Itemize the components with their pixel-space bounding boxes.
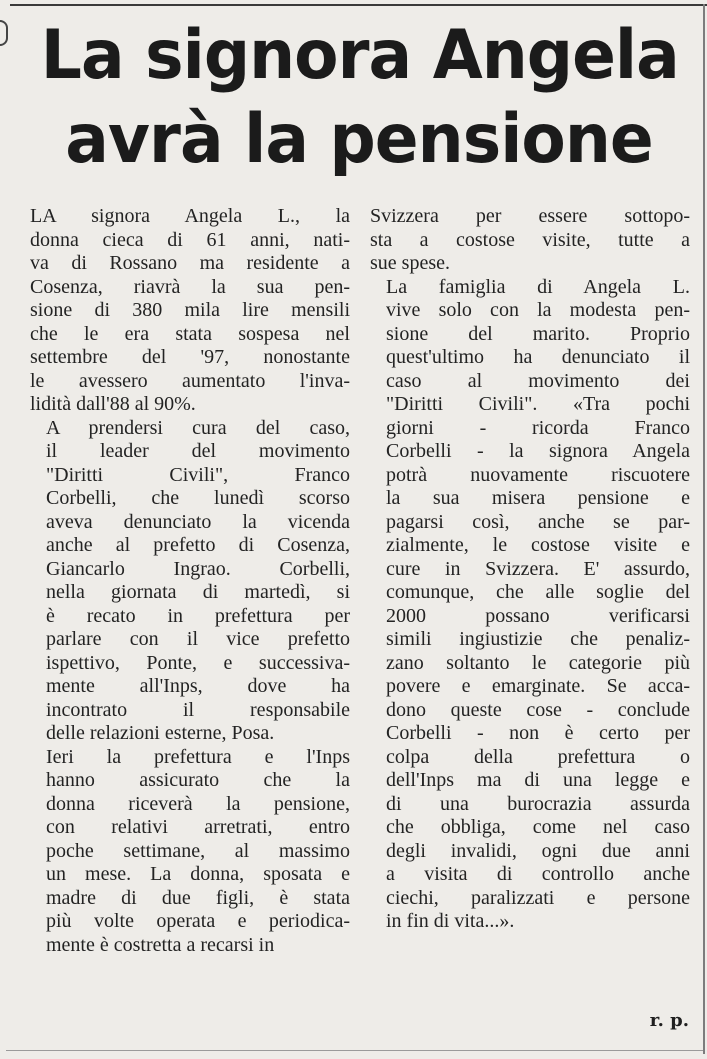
- text-line: nella giornata di martedì, si: [46, 581, 350, 603]
- text-line: mente è costretta a recarsi in: [46, 933, 275, 956]
- page-corner-mark: [0, 20, 8, 46]
- text-line: Corbelli - non è certo per: [386, 722, 690, 744]
- text-line: poche settimane, al massimo: [46, 839, 350, 862]
- text-line: la sua misera pensione e: [386, 487, 690, 509]
- text-line: donna cieca di 61 anni, nati-: [30, 228, 350, 251]
- text-line: 2000 possano verificarsi: [386, 604, 690, 627]
- headline-line-2: avrà la pensione: [65, 100, 653, 179]
- text-line: Corbelli, che lunedì scorso: [46, 487, 350, 509]
- text-line: donna riceverà la pensione,: [46, 792, 350, 815]
- headline: [41, 14, 678, 182]
- text-line: zano soltanto le categorie più: [386, 651, 690, 674]
- text-line: giorni - ricorda Franco: [386, 416, 690, 439]
- text-line: il leader del movimento: [46, 440, 350, 462]
- text-line: dono queste cose - conclude: [386, 698, 690, 721]
- text-line: Svizzera per essere sottopo-: [370, 205, 690, 227]
- text-line: caso al movimento dei: [386, 369, 690, 392]
- text-line: dell'Inps ma di una legge e: [386, 769, 690, 791]
- text-line: LA signora Angela L., la: [30, 205, 350, 227]
- article-paragraph: [30, 205, 350, 417]
- text-line: zialmente, le costose visite e: [386, 534, 690, 556]
- text-line: Corbelli - la signora Angela: [386, 440, 690, 462]
- text-line: Ieri la prefettura e l'Inps: [46, 745, 350, 768]
- text-line: hanno assicurato che la: [46, 769, 350, 791]
- text-line: sione del marito. Proprio: [386, 322, 690, 345]
- text-line: quest'ultimo ha denunciato il: [386, 346, 690, 368]
- article-paragraph: [370, 276, 690, 934]
- text-line: lidità dall'88 al 90%.: [30, 393, 196, 415]
- author-signature: r. p.: [649, 1010, 689, 1031]
- text-line: ciechi, paralizzati e persone: [386, 886, 690, 909]
- text-line: che le era stata sospesa nel: [30, 322, 350, 345]
- text-line: a visita di controllo anche: [386, 863, 690, 885]
- text-line: anche al prefetto di Cosenza,: [46, 534, 350, 556]
- text-line: sue spese.: [370, 252, 450, 274]
- text-line: di una burocrazia assurda: [386, 792, 690, 815]
- bottom-rule: [6, 1050, 703, 1051]
- text-line: parlare con il vice prefetto: [46, 628, 350, 650]
- text-line: mente all'Inps, dove ha: [46, 675, 350, 697]
- text-line: La famiglia di Angela L.: [386, 275, 690, 298]
- text-line: "Diritti Civili". «Tra pochi: [386, 393, 690, 415]
- text-line: ispettivo, Ponte, e successiva-: [46, 651, 350, 674]
- right-rule: [703, 4, 705, 1054]
- text-line: più volte operata e periodica-: [46, 910, 350, 932]
- text-line: incontrato il responsabile: [46, 698, 350, 721]
- article-paragraph: [30, 746, 350, 958]
- text-line: va di Rossano ma residente a: [30, 252, 350, 274]
- text-line: Giancarlo Ingrao. Corbelli,: [46, 557, 350, 580]
- text-line: povere e emarginate. Se acca-: [386, 675, 690, 697]
- text-line: Cosenza, riavrà la sua pen-: [30, 275, 350, 298]
- text-line: madre di due figli, è stata: [46, 886, 350, 909]
- article-column-right: [370, 205, 690, 934]
- text-line: degli invalidi, ogni due anni: [386, 839, 690, 862]
- text-line: sta a costose visite, tutte a: [370, 228, 690, 251]
- text-line: A prendersi cura del caso,: [46, 416, 350, 439]
- text-line: sione di 380 mila lire mensili: [30, 299, 350, 321]
- text-line: colpa della prefettura o: [386, 745, 690, 768]
- text-line: che obbliga, come nel caso: [386, 816, 690, 838]
- article-column-left: [30, 205, 350, 957]
- text-line: "Diritti Civili", Franco: [46, 463, 350, 486]
- text-line: cure in Svizzera. E' assurdo,: [386, 557, 690, 580]
- text-line: le avessero aumentato l'inva-: [30, 369, 350, 392]
- text-line: in fin di vita...».: [386, 910, 515, 932]
- article-paragraph: [370, 205, 690, 276]
- text-line: vive solo con la modesta pen-: [386, 299, 690, 321]
- text-line: settembre del '97, nonostante: [30, 346, 350, 368]
- text-line: simili ingiustizie che penaliz-: [386, 628, 690, 650]
- text-line: pagarsi così, anche se par-: [386, 510, 690, 533]
- text-line: aveva denunciato la vicenda: [46, 510, 350, 533]
- text-line: potrà nuovamente riscuotere: [386, 463, 690, 486]
- headline-line-1: La signora Angela: [40, 16, 679, 95]
- top-rule: [10, 4, 707, 6]
- text-line: con relativi arretrati, entro: [46, 816, 350, 838]
- text-line: un mese. La donna, sposata e: [46, 863, 350, 885]
- text-line: delle relazioni esterne, Posa.: [46, 722, 275, 744]
- text-line: è recato in prefettura per: [46, 604, 350, 627]
- text-line: comunque, che alle soglie del: [386, 581, 690, 603]
- article-paragraph: [30, 417, 350, 746]
